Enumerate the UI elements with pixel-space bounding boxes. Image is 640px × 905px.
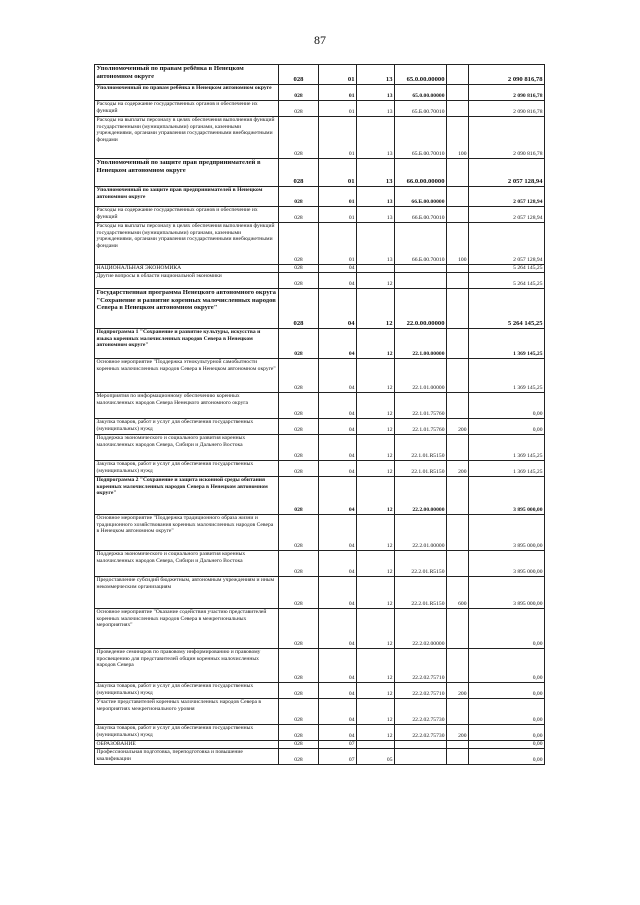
row-amount: 0,00: [469, 419, 545, 435]
row-section-code: 04: [319, 477, 357, 515]
row-target-article: 66.Б.00.00000: [395, 187, 447, 207]
row-admin-code: 028: [279, 359, 319, 393]
row-section-code: 07: [319, 749, 357, 765]
row-name: Подпрограмма 2 "Сохранение и защита исконной среды обитания коренных малочисленных народов Севера в Ненецком автономном округе": [95, 477, 279, 515]
row-name: Основное мероприятие "Поддержка этнокультурной самобытности коренных малочисленных народов Севера в Ненецком автономном округе": [95, 359, 279, 393]
row-expense-type: 100: [447, 223, 469, 265]
row-amount: 0,00: [469, 649, 545, 683]
row-target-article: 22.2.00.00000: [395, 477, 447, 515]
budget-table: [94, 64, 545, 765]
row-expense-type: [447, 609, 469, 649]
row-name: Уполномоченный по правам ребёнка в Ненецком автономном округе: [95, 65, 279, 85]
row-subsection-code: 12: [357, 329, 395, 359]
row-expense-type: [447, 551, 469, 577]
row-admin-code: 028: [279, 393, 319, 419]
row-subsection-code: 13: [357, 65, 395, 85]
row-admin-code: 028: [279, 515, 319, 551]
row-amount: 0,00: [469, 393, 545, 419]
row-subsection-code: 12: [357, 551, 395, 577]
row-admin-code: 028: [279, 649, 319, 683]
row-section-code: 01: [319, 65, 357, 85]
table-row: [95, 289, 545, 329]
row-name: Закупка товаров, работ и услуг для обеспечения государственных (муниципальных) нужд: [95, 725, 279, 741]
table-row: [95, 649, 545, 683]
table-row: [95, 515, 545, 551]
row-expense-type: [447, 187, 469, 207]
row-amount: 3 895 000,00: [469, 577, 545, 609]
row-name: Расходы на выплаты персоналу в целях обеспечения выполнения функций государственными (муниципальными) органами, казенными учреждениями, органами управления государственными внебюджетными фондами: [95, 223, 279, 265]
row-section-code: 01: [319, 223, 357, 265]
row-expense-type: [447, 329, 469, 359]
page-number: 87: [314, 33, 326, 47]
row-target-article: 22.0.00.00000: [395, 289, 447, 329]
row-expense-type: 200: [447, 725, 469, 741]
row-amount: 2 057 128,94: [469, 207, 545, 223]
row-subsection-code: 12: [357, 699, 395, 725]
row-expense-type: [447, 289, 469, 329]
table-row: [95, 461, 545, 477]
row-subsection-code: 13: [357, 223, 395, 265]
row-name: Закупка товаров, работ и услуг для обеспечения государственных (муниципальных) нужд: [95, 683, 279, 699]
table-row: [95, 419, 545, 435]
row-amount: 1 369 145,25: [469, 359, 545, 393]
row-target-article: 22.2.02.75710: [395, 649, 447, 683]
table-row: [95, 329, 545, 359]
table-row: [95, 85, 545, 101]
row-amount: 2 090 816,78: [469, 85, 545, 101]
row-section-code: 04: [319, 273, 357, 289]
row-name: Уполномоченный по правам ребёнка в Ненецком автономном округе: [95, 85, 279, 101]
row-target-article: 22.2.02.75730: [395, 725, 447, 741]
row-subsection-code: 12: [357, 609, 395, 649]
row-target-article: 22.1.01.75760: [395, 419, 447, 435]
row-expense-type: [447, 207, 469, 223]
row-admin-code: 028: [279, 435, 319, 461]
row-admin-code: 028: [279, 159, 319, 187]
table-row: [95, 551, 545, 577]
row-name: Государственная программа Ненецкого автономного округа "Сохранение и развитие коренных малочисленных народов Севера в Ненецком автономном округе": [95, 289, 279, 329]
row-amount: 1 369 145,25: [469, 435, 545, 461]
row-target-article: 22.1.01.R5150: [395, 435, 447, 461]
row-subsection-code: 13: [357, 159, 395, 187]
row-section-code: 04: [319, 359, 357, 393]
row-section-code: 01: [319, 187, 357, 207]
row-expense-type: [447, 273, 469, 289]
row-subsection-code: 12: [357, 515, 395, 551]
row-expense-type: 600: [447, 577, 469, 609]
row-expense-type: [447, 699, 469, 725]
row-amount: 5 264 145,25: [469, 289, 545, 329]
row-expense-type: [447, 65, 469, 85]
row-admin-code: 028: [279, 699, 319, 725]
row-expense-type: [447, 159, 469, 187]
row-section-code: 04: [319, 461, 357, 477]
row-section-code: 04: [319, 725, 357, 741]
row-expense-type: 200: [447, 461, 469, 477]
row-expense-type: [447, 477, 469, 515]
table-row: [95, 187, 545, 207]
table-row: [95, 101, 545, 117]
row-name: Поддержка экономического и социального развития коренных малочисленных народов Севера, Сибири и Дальнего Востока: [95, 435, 279, 461]
row-name: Расходы на содержание государственных органов и обеспечение их функций: [95, 101, 279, 117]
row-expense-type: [447, 749, 469, 765]
row-admin-code: 028: [279, 551, 319, 577]
table-row: [95, 393, 545, 419]
row-amount: 2 090 816,78: [469, 101, 545, 117]
row-subsection-code: 12: [357, 393, 395, 419]
row-admin-code: 028: [279, 117, 319, 159]
row-amount: 2 090 816,78: [469, 65, 545, 85]
row-expense-type: [447, 515, 469, 551]
row-name: Основное мероприятие "Поддержка традиционного образа жизни и традиционного хозяйствования коренных малочисленных народов Севера в Ненецком автономном округе": [95, 515, 279, 551]
row-subsection-code: 13: [357, 187, 395, 207]
row-subsection-code: 12: [357, 289, 395, 329]
row-name: ОБРАЗОВАНИЕ: [95, 741, 279, 749]
row-admin-code: 028: [279, 289, 319, 329]
table-row: [95, 725, 545, 741]
row-section-code: 04: [319, 609, 357, 649]
row-section-code: 01: [319, 85, 357, 101]
row-target-article: [395, 749, 447, 765]
row-expense-type: [447, 741, 469, 749]
row-subsection-code: [357, 741, 395, 749]
row-name: НАЦИОНАЛЬНАЯ ЭКОНОМИКА: [95, 265, 279, 273]
row-amount: 1 369 145,25: [469, 461, 545, 477]
row-subsection-code: 12: [357, 419, 395, 435]
row-target-article: 22.1.01.75760: [395, 393, 447, 419]
row-section-code: 01: [319, 159, 357, 187]
row-target-article: [395, 741, 447, 749]
row-expense-type: [447, 101, 469, 117]
row-amount: 3 895 000,00: [469, 515, 545, 551]
row-section-code: 04: [319, 419, 357, 435]
row-target-article: 22.2.01.R5150: [395, 551, 447, 577]
row-admin-code: 028: [279, 273, 319, 289]
row-subsection-code: 12: [357, 273, 395, 289]
row-subsection-code: 12: [357, 577, 395, 609]
row-section-code: 01: [319, 117, 357, 159]
table-row: [95, 435, 545, 461]
row-section-code: 04: [319, 329, 357, 359]
row-name: Мероприятия по информационному обеспечению коренных малочисленных народов Севера Ненецкого автономного округа: [95, 393, 279, 419]
row-target-article: 66.0.00.00000: [395, 159, 447, 187]
row-target-article: 22.1.01.00000: [395, 359, 447, 393]
row-amount: 2 057 128,94: [469, 159, 545, 187]
row-expense-type: [447, 265, 469, 273]
row-section-code: 04: [319, 435, 357, 461]
row-subsection-code: 13: [357, 117, 395, 159]
row-target-article: 22.1.01.R5150: [395, 461, 447, 477]
row-target-article: 65.Б.00.70010: [395, 117, 447, 159]
row-amount: 3 895 000,00: [469, 477, 545, 515]
row-subsection-code: 12: [357, 461, 395, 477]
table-body: [95, 65, 545, 765]
row-subsection-code: 12: [357, 435, 395, 461]
table-row: [95, 265, 545, 273]
row-target-article: 66.Б.00.70010: [395, 207, 447, 223]
table-row: [95, 159, 545, 187]
row-name: Поддержка экономического и социального развития коренных малочисленных народов Севера, Сибири и Дальнего Востока: [95, 551, 279, 577]
row-name: Профессиональная подготовка, переподготовка и повышение квалификации: [95, 749, 279, 765]
row-expense-type: 200: [447, 419, 469, 435]
row-section-code: 01: [319, 207, 357, 223]
row-amount: 0,00: [469, 699, 545, 725]
table-row: [95, 683, 545, 699]
row-section-code: 04: [319, 289, 357, 329]
row-amount: 0,00: [469, 741, 545, 749]
row-name: Закупка товаров, работ и услуг для обеспечения государственных (муниципальных) нужд: [95, 461, 279, 477]
row-admin-code: 028: [279, 223, 319, 265]
table-row: [95, 749, 545, 765]
row-section-code: 01: [319, 101, 357, 117]
row-admin-code: 028: [279, 749, 319, 765]
row-target-article: 65.Б.00.70010: [395, 101, 447, 117]
row-amount: 1 369 145,25: [469, 329, 545, 359]
row-subsection-code: 12: [357, 649, 395, 683]
table-row: [95, 223, 545, 265]
row-admin-code: 028: [279, 187, 319, 207]
row-admin-code: 028: [279, 85, 319, 101]
table-row: [95, 699, 545, 725]
row-target-article: 22.2.02.75730: [395, 699, 447, 725]
row-subsection-code: 13: [357, 85, 395, 101]
table-row: [95, 477, 545, 515]
row-amount: 0,00: [469, 749, 545, 765]
row-admin-code: 028: [279, 477, 319, 515]
row-amount: 5 264 145,25: [469, 265, 545, 273]
row-subsection-code: [357, 265, 395, 273]
row-name: Расходы на содержание государственных органов и обеспечение их функций: [95, 207, 279, 223]
row-amount: 0,00: [469, 609, 545, 649]
row-name: Предоставление субсидий бюджетным, автономным учреждениям и иным некоммерческим организациям: [95, 577, 279, 609]
row-admin-code: 028: [279, 207, 319, 223]
row-admin-code: 028: [279, 265, 319, 273]
row-admin-code: 028: [279, 419, 319, 435]
row-admin-code: 028: [279, 101, 319, 117]
row-name: Участие представителей коренных малочисленных народов Севера в мероприятиях межрегионального уровня: [95, 699, 279, 725]
row-target-article: 66.Б.00.70010: [395, 223, 447, 265]
row-expense-type: [447, 85, 469, 101]
row-admin-code: 028: [279, 609, 319, 649]
row-name: Закупка товаров, работ и услуг для обеспечения государственных (муниципальных) нужд: [95, 419, 279, 435]
row-admin-code: 028: [279, 683, 319, 699]
row-expense-type: [447, 359, 469, 393]
row-subsection-code: 13: [357, 101, 395, 117]
row-section-code: 04: [319, 515, 357, 551]
row-expense-type: [447, 393, 469, 419]
row-expense-type: [447, 435, 469, 461]
row-expense-type: 200: [447, 683, 469, 699]
row-name: Уполномоченный по защите прав предпринимателей в Ненецком автономном округе: [95, 187, 279, 207]
row-section-code: 04: [319, 393, 357, 419]
table-row: [95, 65, 545, 85]
row-section-code: 04: [319, 265, 357, 273]
row-admin-code: 028: [279, 65, 319, 85]
table-row: [95, 117, 545, 159]
row-target-article: 22.2.02.00000: [395, 609, 447, 649]
row-amount: 2 090 816,78: [469, 117, 545, 159]
row-target-article: [395, 265, 447, 273]
row-section-code: 04: [319, 699, 357, 725]
row-amount: 5 264 145,25: [469, 273, 545, 289]
table-row: [95, 207, 545, 223]
row-target-article: 65.0.00.00000: [395, 65, 447, 85]
row-admin-code: 028: [279, 461, 319, 477]
row-amount: 3 895 000,00: [469, 551, 545, 577]
row-admin-code: 028: [279, 329, 319, 359]
table-row: [95, 741, 545, 749]
table-row: [95, 609, 545, 649]
row-amount: 0,00: [469, 683, 545, 699]
row-name: Расходы на выплаты персоналу в целях обеспечения выполнения функций государственными (муниципальными) органами, казенными учреждениями, органами управления государственными внебюджетными фондами: [95, 117, 279, 159]
row-section-code: 04: [319, 551, 357, 577]
row-subsection-code: 12: [357, 725, 395, 741]
row-name: Подпрограмма 1 "Сохранение и развитие культуры, искусства и языка коренных малочисленных народов Севера в Ненецком автономном округе": [95, 329, 279, 359]
row-section-code: 07: [319, 741, 357, 749]
row-subsection-code: 12: [357, 683, 395, 699]
row-amount: 0,00: [469, 725, 545, 741]
row-subsection-code: 05: [357, 749, 395, 765]
row-expense-type: [447, 649, 469, 683]
row-section-code: 04: [319, 649, 357, 683]
row-name: Уполномоченный по защите прав предпринимателей в Ненецком автономном округе: [95, 159, 279, 187]
row-subsection-code: 12: [357, 477, 395, 515]
row-subsection-code: 12: [357, 359, 395, 393]
table-row: [95, 273, 545, 289]
row-target-article: 65.0.00.00000: [395, 85, 447, 101]
row-admin-code: 028: [279, 577, 319, 609]
row-section-code: 04: [319, 683, 357, 699]
row-admin-code: 028: [279, 725, 319, 741]
row-amount: 2 057 128,94: [469, 187, 545, 207]
row-target-article: 22.1.00.00000: [395, 329, 447, 359]
row-target-article: [395, 273, 447, 289]
table-row: [95, 577, 545, 609]
row-subsection-code: 13: [357, 207, 395, 223]
row-section-code: 04: [319, 577, 357, 609]
row-admin-code: 028: [279, 741, 319, 749]
row-amount: 2 057 128,94: [469, 223, 545, 265]
row-name: Основное мероприятие "Оказание содействия участию представителей коренных малочисленных народов Севера в межрегиональных мероприятиях": [95, 609, 279, 649]
row-target-article: 22.2.01.R5150: [395, 577, 447, 609]
row-name: Проведение семинаров по правовому информированию и правовому просвещению для представителей общин коренных малочисленных народов Севера: [95, 649, 279, 683]
row-target-article: 22.2.01.00000: [395, 515, 447, 551]
row-expense-type: 100: [447, 117, 469, 159]
table-row: [95, 359, 545, 393]
row-name: Другие вопросы в области национальной экономики: [95, 273, 279, 289]
row-target-article: 22.2.02.75710: [395, 683, 447, 699]
